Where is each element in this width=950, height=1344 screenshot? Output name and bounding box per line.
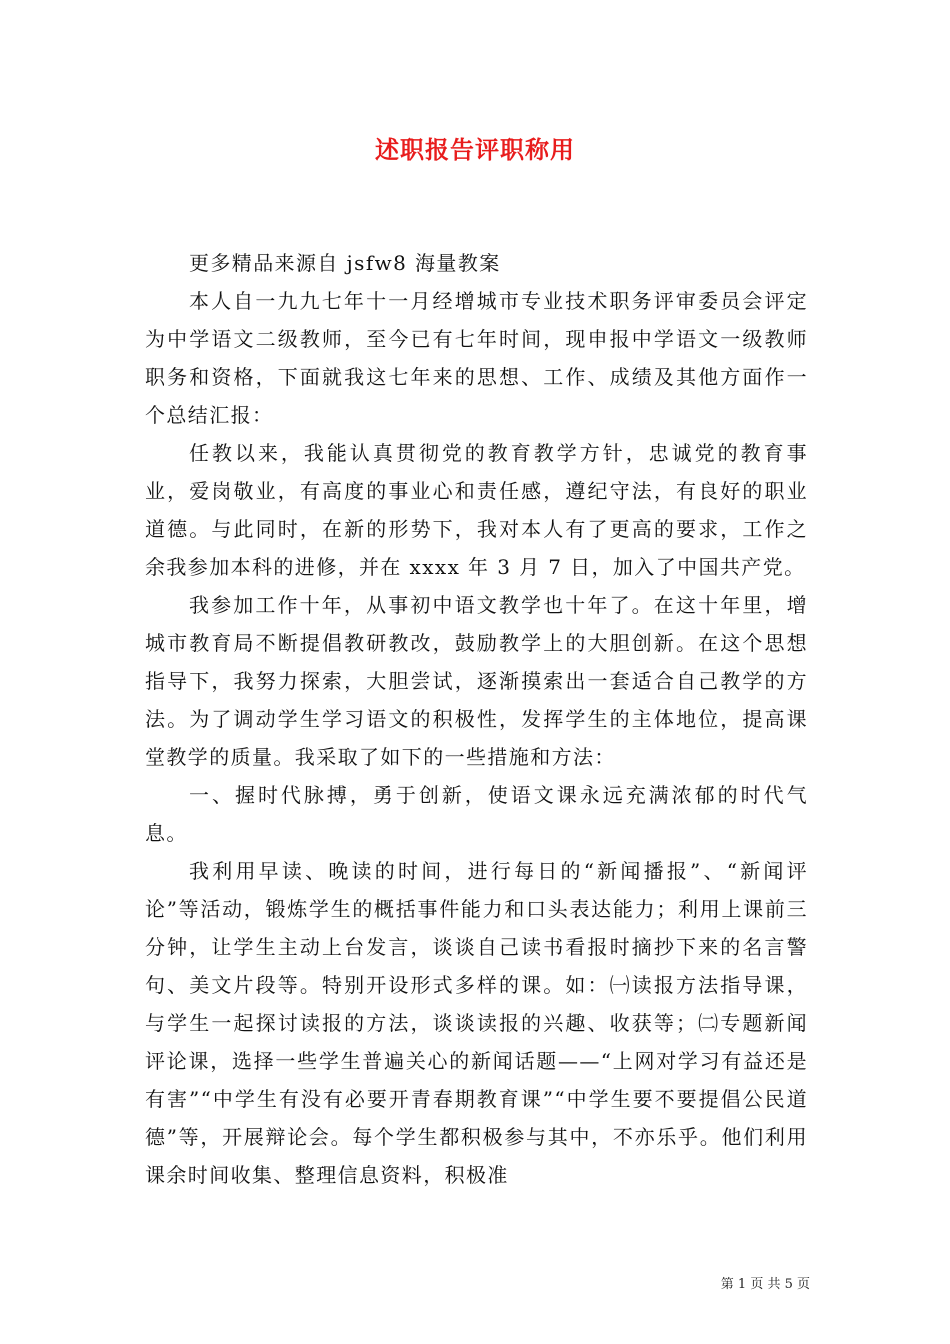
paragraph-teaching-exploration: 我参加工作十年，从事初中语文教学也十年了。在这十年里，增城市教育局不断提倡教研教改，鼓励教学上的大胆创新。在这个思想指导下，我努力探索，大胆尝试，逐渐摸索出一套适合自己教学的方法。为了调动学生学习语文的积极性，发挥学生的主体地位，提高课堂教学的质量。我采取了如下的一些措施和方法： bbox=[145, 593, 808, 769]
paragraph-ethics: 任教以来，我能认真贯彻党的教育教学方针，忠诚党的教育事业，爱岗敬业，有高度的事业心和责任感，遵纪守法，有良好的职业道德。与此同时，在新的形势下，我对本人有了更高的要求，工作之余我参加本科的进修，并在 xxxx 年 3 月 7 日，加入了中国共产党。 bbox=[145, 441, 808, 579]
paragraph-intro: 本人自一九九七年十一月经增城市专业技术职务评审委员会评定为中学语文二级教师，至今已有七年时间，现申报中学语文一级教师职务和资格，下面就我这七年来的思想、工作、成绩及其他方面作一个总结汇报： bbox=[145, 289, 808, 427]
document-title: 述职报告评职称用 bbox=[375, 135, 575, 164]
paragraph-section-heading-1: 一、握时代脉搏，勇于创新，使语文课永远充满浓郁的时代气息。 bbox=[145, 783, 808, 845]
page-number: 第 1 页 共 5 页 bbox=[720, 1277, 810, 1292]
paragraph-source-note: 更多精品来源自 jsfw8 海量教案 bbox=[189, 251, 501, 275]
paragraph-activities: 我利用早读、晚读的时间，进行每日的“新闻播报”、“新闻评论”等活动，锻炼学生的概括事件能力和口头表达能力；利用上课前三分钟，让学生主动上台发言，谈谈自己读书看报时摘抄下来的名言警句、美文片段等。特别开设形式多样的课。如：㈠读报方法指导课，与学生一起探讨读报的方法，谈谈读报的兴趣、收获等；㈡专题新闻评论课，选择一些学生普遍关心的新闻话题——“上网对学习有益还是有害”“中学生有没有必要开青春期教育课”“中学生要不要提倡公民道德”等，开展辩论会。每个学生都积极参与其中，不亦乐乎。他们利用课余时间收集、整理信息资料，积极准 bbox=[145, 859, 808, 1187]
document-body bbox=[145, 244, 808, 1194]
